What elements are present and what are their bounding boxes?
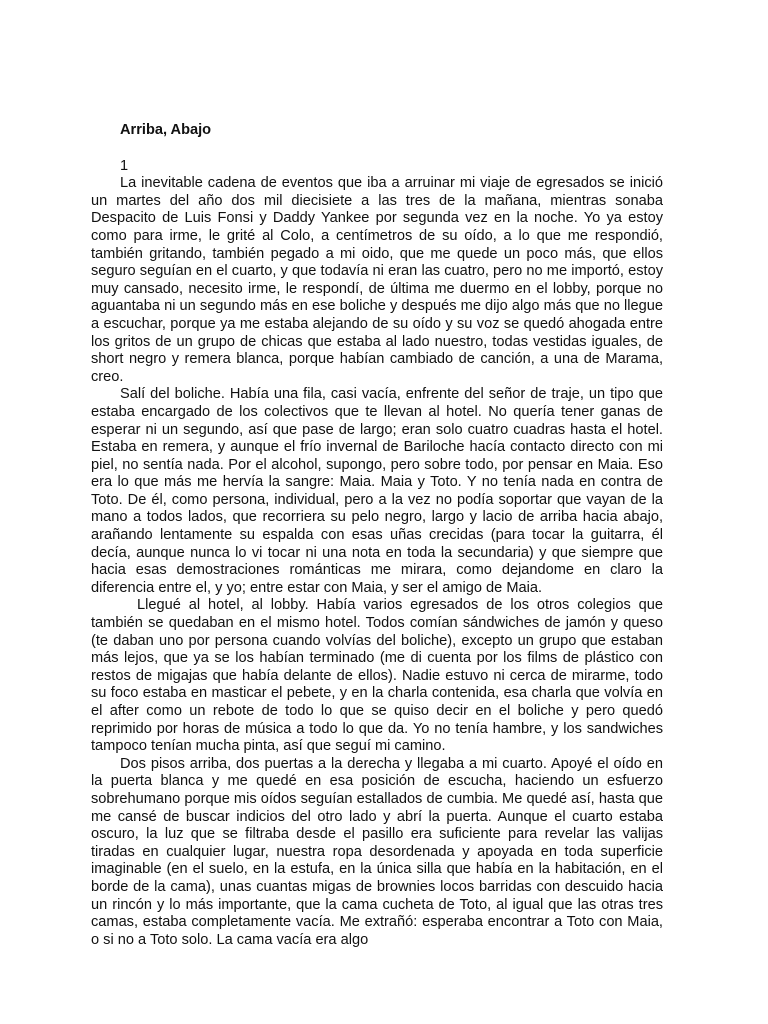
paragraph-3: Llegué al hotel, al lobby. Había varios egresados de los otros colegios que también se quedaban en el mismo hotel. Todos comían sándwiches de jamón y queso (te daban uno por persona cuando volvías del boliche), excepto un grupo que estaban más lejos, que ya se los habían terminado (me di cuenta por los films de plástico con restos de migajas que había delante de ellos). Nadie estuvo ni cerca de mirarme, todo su foco estaba en masticar el pebete, y en la charla contenida, esa charla que volvía en el after como un rebote de todo lo que se quiso decir en el boliche y pero quedó reprimido por horas de música a todo lo que da. Yo no tenía hambre, y los sandwiches tampoco tenían mucha pinta, así que seguí mi camino. — [91, 597, 663, 755]
document-body — [91, 120, 663, 949]
document-title: Arriba, Abajo — [120, 122, 212, 138]
chapter-number: 1 — [120, 157, 129, 174]
paragraph-2: Salí del boliche. Había una fila, casi vacía, enfrente del señor de traje, un tipo que estaba encargado de los colectivos que te llevan al hotel. No quería tener ganas de esperar ni un segundo, así que pase de largo; eran solo cuatro cuadras hasta el hotel. Estaba en remera, y aunque el frío invernal de Bariloche hacía contacto directo con mi piel, no sentía nada. Por el alcohol, supongo, pero sobre todo, por pensar en Maia. Eso era lo que más me hervía la sangre: Maia. Maia y Toto. Y no tenía nada en contra de Toto. De él, como persona, individual, pero a la vez no podía soportar que vayan de la mano a todos lados, que recorriera su pelo negro, largo y lacio de arriba hacia abajo, arañando lentamente su espalda con esas uñas crecidas (para tocar la guitarra, él decía, aunque nunca lo vi tocar ni una nota en toda la secundaria) y que siempre que hacia esas demostraciones románticas me mirara, como dejandome en claro la diferencia entre el, y yo; entre estar con Maia, y ser el amigo de Maia. — [91, 386, 663, 596]
paragraph-4: Dos pisos arriba, dos puertas a la derecha y llegaba a mi cuarto. Apoyé el oído en la puerta blanca y me quedé en esa posición de escucha, haciendo un esfuerzo sobrehumano porque mis oídos seguían estallados de cumbia. Me quedé así, hasta que me cansé de buscar indicios del otro lado y abrí la puerta. Aunque el cuarto estaba oscuro, la luz que se filtraba desde el pasillo era suficiente para revelar las valijas tiradas en cualquier lugar, nuestra ropa desordenada y apoyada en toda superficie imaginable (en el suelo, en la estufa, en la única silla que había en la habitación, en el borde de la cama), unas cuantas migas de brownies locos barridas con descuido hacia un rincón y lo más importante, que la cama cucheta de Toto, al igual que las otras tres camas, estaba completamente vacía. Me extrañó: esperaba encontrar a Toto con Maia, o si no a Toto solo. La cama vacía era algo — [91, 755, 663, 948]
blank-line — [91, 140, 663, 158]
paragraph-1: La inevitable cadena de eventos que iba a arruinar mi viaje de egresados se inició un martes del año dos mil diecisiete a las tres de la mañana, mientras sonaba Despacito de Luis Fonsi y Daddy Yankee por segunda vez en la noche. Yo ya estoy como para irme, le grité al Colo, a centímetros de su oído, a lo que me respondió, también gritando, también pegado a mi oido, que me quede un poco más, que ellos seguro seguían en el cuarto, y que todavía ni eran las cuatro, pero no me importó, estoy muy cansado, necesito irme, le respondí, de última me duermo en el lobby, porque no aguantaba ni un segundo más en ese boliche y después me dijo algo más que no llegue a escuchar, porque ya me estaba alejando de su oído y su voz se quedó ahogada entre los gritos de un grupo de chicas que estaba al lado nuestro, todas vestidas iguales, de short negro y remera blanca, porque habían cambiado de canción, a una de Marama, creo. — [91, 175, 663, 385]
